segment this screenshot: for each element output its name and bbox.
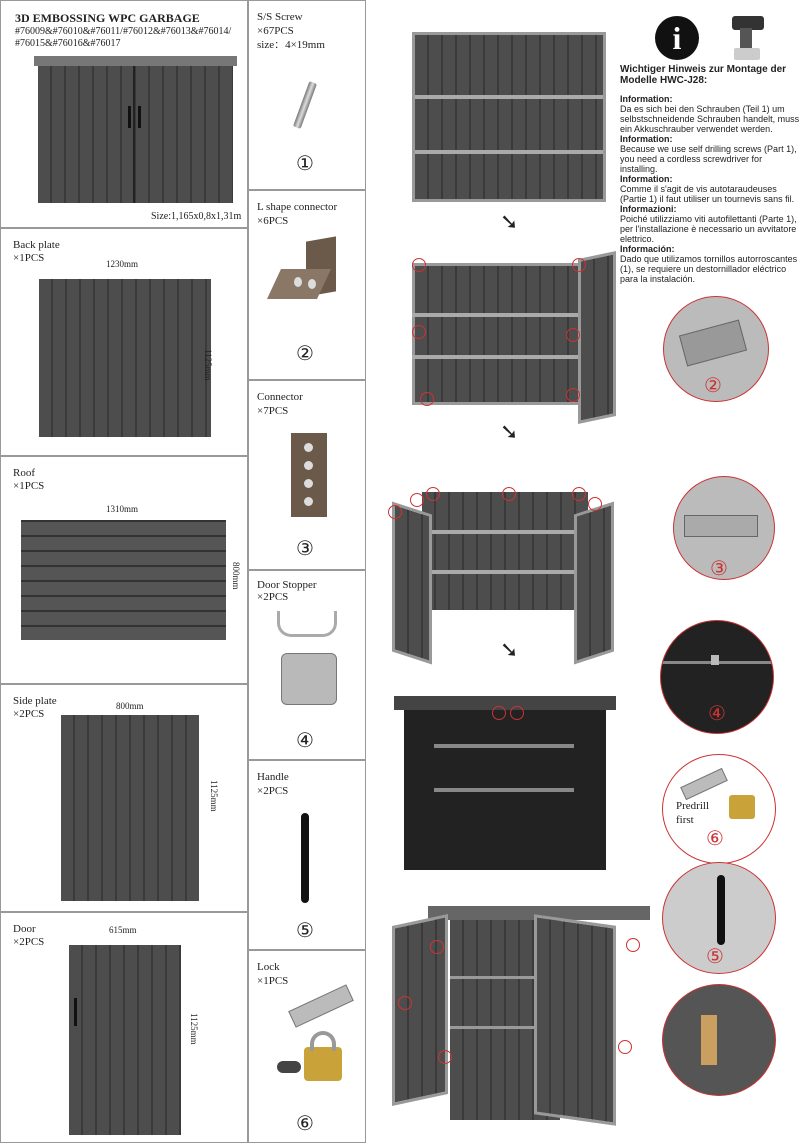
product-size: Size:1,165x0,8x1,31m	[151, 211, 242, 222]
door-stopper-latch-icon	[281, 653, 337, 705]
part-lconnector-number: ②	[296, 343, 314, 365]
door-stopper-hook-icon	[277, 611, 337, 637]
down-arrow-icon: ➘	[500, 420, 519, 445]
back-plate-image	[39, 279, 211, 437]
part-screw-size: size：4×19mm	[257, 39, 325, 51]
notice-text-fr: Comme il s'agit de vis autotaraudeuses (Partie 1) il faut utiliser un tournevis sans fil.	[620, 184, 795, 204]
part-handle-qty: ×2PCS	[257, 785, 289, 797]
cordless-drill-icon	[728, 12, 768, 60]
part-handle-cell	[248, 760, 366, 950]
step6-number: ⑥	[706, 828, 724, 850]
roof-image	[21, 520, 226, 640]
notice-text-en: Because we use self drilling screws (Part 1), you need a cordless screwdriver for installing.	[620, 144, 797, 174]
step5-hinge-zoom	[662, 984, 776, 1096]
part-doorstopper-qty: ×2PCS	[257, 591, 289, 603]
part-connector-name: Connector	[257, 391, 303, 403]
part-lock-cell	[248, 950, 366, 1143]
side-plate-cell	[0, 684, 248, 912]
roof-cell	[0, 456, 248, 684]
part-lock-number: ⑥	[296, 1113, 314, 1135]
notice-head-fr: Information:	[620, 174, 673, 184]
roof-qty: ×1PCS	[13, 480, 45, 492]
part-connector-qty: ×7PCS	[257, 405, 289, 417]
roof-name: Roof	[13, 467, 35, 479]
part-lock-qty: ×1PCS	[257, 975, 289, 987]
step3-number: ③	[710, 558, 728, 580]
door-cell	[0, 912, 248, 1143]
part-screw-cell	[248, 0, 366, 190]
part-lconnector-cell	[248, 190, 366, 380]
notice-title: Wichtiger Hinweis zur Montage der Modelle HWC-J28:	[620, 64, 787, 86]
step3-illustration	[392, 490, 618, 662]
step1-backplate-illustration	[412, 32, 606, 202]
model-numbers-1: #76009&#76010&#76011/#76012&#76013&#76014/	[15, 26, 232, 37]
side-plate-qty: ×2PCS	[13, 708, 45, 720]
side-plate-width: 800mm	[116, 701, 144, 711]
down-arrow-icon: ➘	[500, 210, 519, 235]
side-plate-height: 1125mm	[209, 780, 219, 812]
step4-number: ④	[708, 703, 726, 725]
predrill-label: Predrill	[676, 800, 709, 812]
step5-illustration	[390, 906, 636, 1138]
part-doorstopper-cell	[248, 570, 366, 760]
door-width: 615mm	[109, 925, 137, 935]
product-header-cell	[0, 0, 248, 228]
door-handle-mark	[74, 998, 77, 1026]
part-connector-cell	[248, 380, 366, 570]
notice-text-it: Poiché utilizziamo viti autofilettanti (Parte 1), per l'installazione è necessario un avvitatore elettrico.	[620, 214, 797, 244]
part-doorstopper-name: Door Stopper	[257, 579, 317, 591]
roof-width: 1310mm	[106, 504, 139, 514]
notice-head-en: Information:	[620, 134, 673, 144]
part-lconnector-qty: ×6PCS	[257, 215, 289, 227]
product-title: 3D EMBOSSING WPC GARBAGE	[15, 11, 200, 25]
back-plate-cell	[0, 228, 248, 456]
notice-head-it: Informazioni:	[620, 204, 677, 214]
predrill-first-label: first	[676, 814, 694, 826]
notice-head-de: Information:	[620, 94, 673, 104]
handle-icon	[301, 813, 309, 903]
l-connector-icon	[274, 239, 344, 309]
back-plate-height: 1125mm	[203, 349, 213, 381]
connector-plate-icon	[291, 433, 327, 517]
product-image	[34, 56, 237, 203]
screw-icon	[293, 81, 317, 129]
info-icon: i	[655, 16, 699, 60]
back-plate-qty: ×1PCS	[13, 252, 45, 264]
step2-illustration	[412, 255, 632, 410]
back-plate-width: 1230mm	[106, 259, 139, 269]
notice-block	[620, 64, 800, 284]
door-name: Door	[13, 923, 36, 935]
door-image	[69, 945, 181, 1135]
part-screw-number: ①	[296, 153, 314, 175]
notice-head-es: Información:	[620, 244, 675, 254]
door-height: 1125mm	[189, 1013, 199, 1045]
step5-number: ⑤	[706, 946, 724, 968]
part-screw-name: S/S Screw	[257, 11, 303, 23]
part-lconnector-name: L shape connector	[257, 201, 338, 213]
part-handle-name: Handle	[257, 771, 289, 783]
padlock-icon	[304, 1047, 342, 1081]
side-plate-name: Side plate	[13, 695, 57, 707]
roof-height: 800mm	[231, 562, 241, 590]
notice-text-de: Da es sich bei den Schrauben (Teil 1) um selbstschneidende Schrauben handelt, muss ein Akkuschrauber verwendet werden.	[620, 104, 800, 134]
keys-icon	[277, 1061, 301, 1073]
model-numbers-2: #76015&#76016&#76017	[15, 38, 121, 49]
hasp-icon	[288, 984, 354, 1027]
part-doorstopper-number: ④	[296, 730, 314, 752]
part-connector-number: ③	[296, 538, 314, 560]
step2-number: ②	[704, 375, 722, 397]
part-lock-name: Lock	[257, 961, 280, 973]
notice-text-es: Dado que utilizamos tornillos autorroscantes (1), se requiere un destornillador eléctrico para la instalación.	[620, 254, 798, 284]
door-qty: ×2PCS	[13, 936, 45, 948]
part-screw-qty: ×67PCS	[257, 25, 294, 37]
part-handle-number: ⑤	[296, 920, 314, 942]
down-arrow-icon: ➘	[500, 638, 519, 663]
side-plate-image	[61, 715, 199, 901]
down-arrow-icon: ➘	[500, 846, 519, 871]
back-plate-name: Back plate	[13, 239, 60, 251]
